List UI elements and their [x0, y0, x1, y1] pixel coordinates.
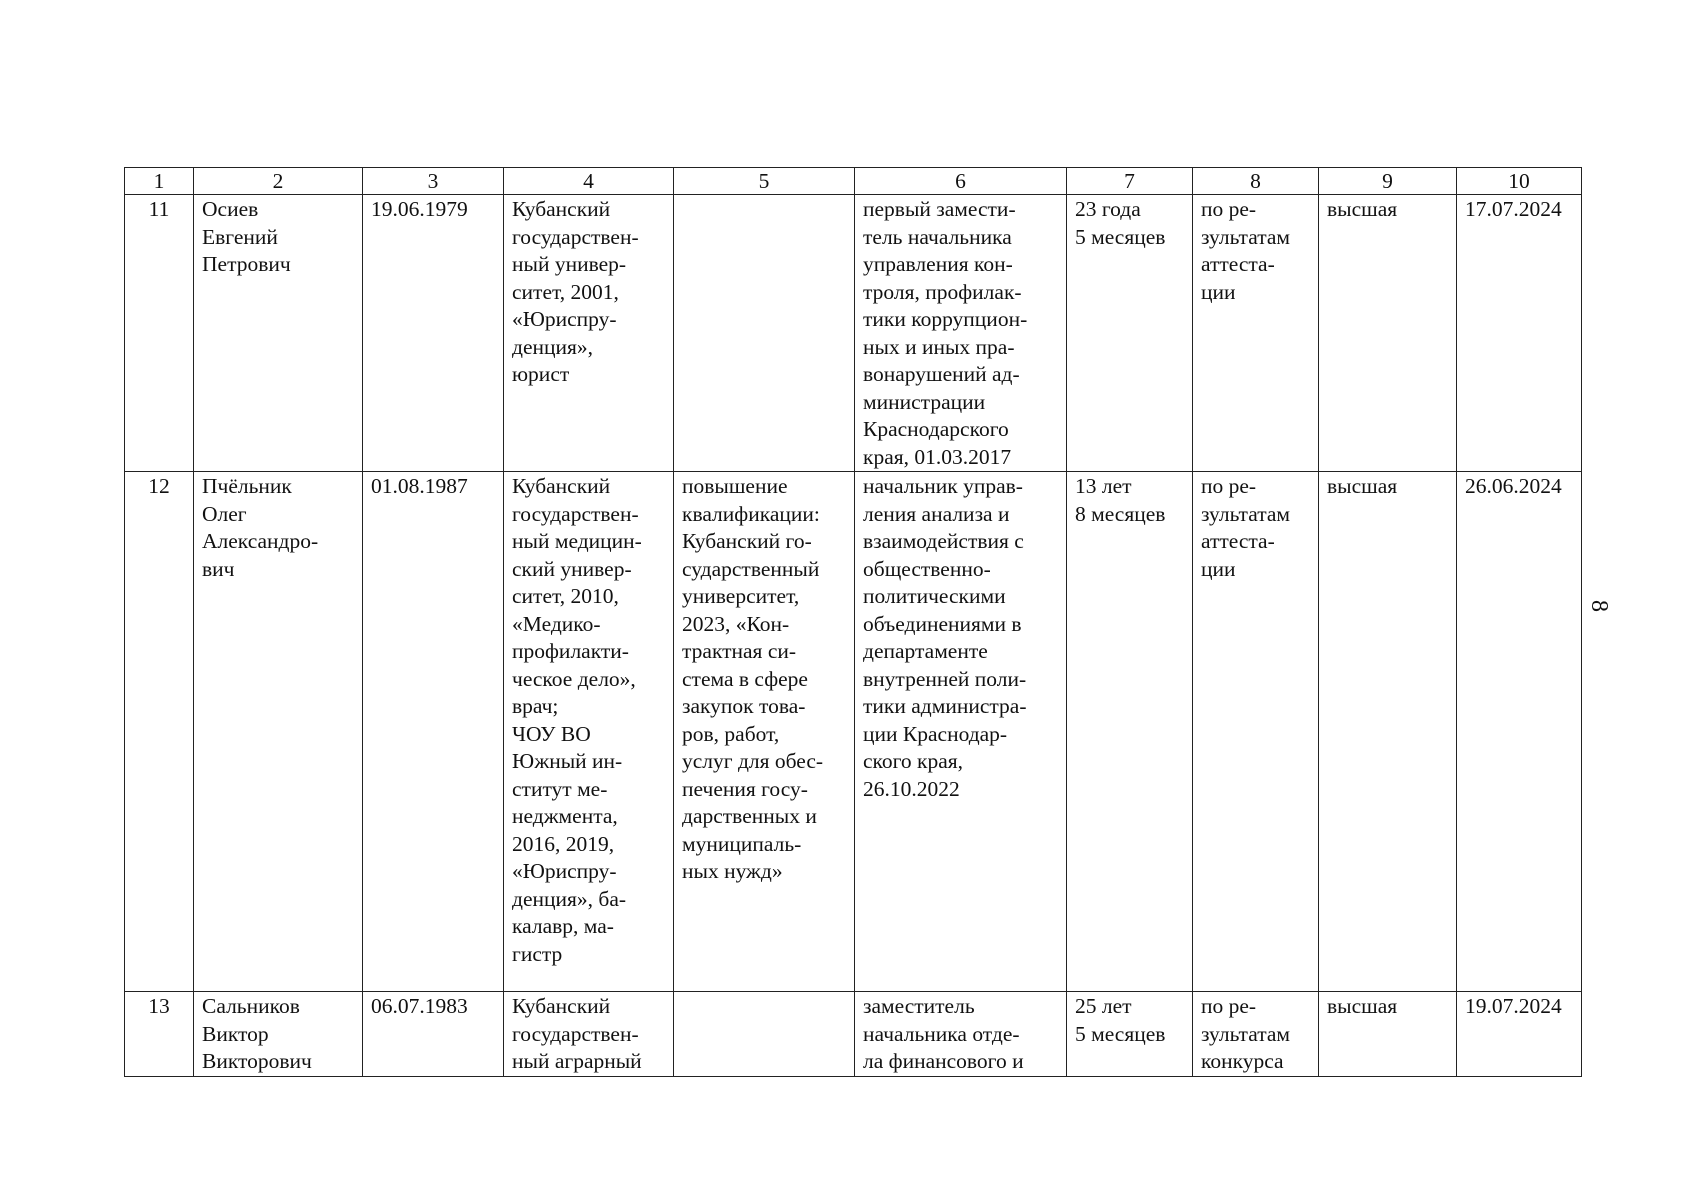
assignment-date-cell: 17.07.2024 [1457, 195, 1582, 472]
table-row [125, 195, 1582, 472]
row-number-cell: 12 [125, 472, 194, 992]
additional-education-cell [674, 195, 855, 472]
basis-cell: по ре- зультатам конкурса [1193, 992, 1319, 1077]
basis-cell: по ре- зультатам аттеста- ции [1193, 195, 1319, 472]
position-cell: заместитель начальника отде- ла финансового и [855, 992, 1067, 1077]
page-number: 8 [1586, 600, 1612, 612]
work-experience-cell: 25 лет 5 месяцев [1067, 992, 1193, 1077]
column-number: 9 [1319, 168, 1457, 195]
column-number: 4 [504, 168, 674, 195]
basis-cell: по ре- зультатам аттеста- ции [1193, 472, 1319, 992]
education-cell: Кубанский государствен- ный аграрный [504, 992, 674, 1077]
person-name-cell: Осиев Евгений Петрович [194, 195, 363, 472]
table-row [125, 472, 1582, 992]
column-number: 10 [1457, 168, 1582, 195]
work-experience-cell: 23 года 5 месяцев [1067, 195, 1193, 472]
column-number: 3 [363, 168, 504, 195]
position-cell: начальник управ- ления анализа и взаимодействия с общественно- политическими объединениями в департаменте внутренней поли- тики администра- ции Краснодар- ского края, 26.10.2022 [855, 472, 1067, 992]
work-experience-cell: 13 лет 8 месяцев [1067, 472, 1193, 992]
row-number-cell: 11 [125, 195, 194, 472]
table-row [125, 992, 1582, 1077]
column-number: 6 [855, 168, 1067, 195]
column-number: 1 [125, 168, 194, 195]
position-cell: первый замести- тель начальника управления кон- троля, профилак- тики коррупцион- ных и иных пра- вонарушений ад- министрации Краснодарского края, 01.03.2017 [855, 195, 1067, 472]
education-cell: Кубанский государствен- ный универ- ситет, 2001, «Юриспру- денция», юрист [504, 195, 674, 472]
column-number: 8 [1193, 168, 1319, 195]
table-header-row [125, 168, 1582, 195]
column-number: 7 [1067, 168, 1193, 195]
person-name-cell: Пчёльник Олег Александро- вич [194, 472, 363, 992]
additional-education-cell: повышение квалификации: Кубанский го- сударственный университет, 2023, «Кон- трактная си- стема в сфере закупок това- ров, работ, услуг для обес- печения госу- дарственных и муниципаль- ных нужд» [674, 472, 855, 992]
column-number: 5 [674, 168, 855, 195]
person-name-cell: Сальников Виктор Викторович [194, 992, 363, 1077]
birth-date-cell: 06.07.1983 [363, 992, 504, 1077]
qualification-category-cell: высшая [1319, 195, 1457, 472]
education-cell: Кубанский государствен- ный медицин- ский универ- ситет, 2010, «Медико- профилакти- ческое дело», врач; ЧОУ ВО Южный ин- ститут ме- неджмента, 2016, 2019, «Юриспру- денция», ба- калавр, ма- гистр [504, 472, 674, 992]
birth-date-cell: 19.06.1979 [363, 195, 504, 472]
additional-education-cell [674, 992, 855, 1077]
personnel-table [124, 167, 1582, 1077]
qualification-category-cell: высшая [1319, 472, 1457, 992]
row-number-cell: 13 [125, 992, 194, 1077]
column-number: 2 [194, 168, 363, 195]
qualification-category-cell: высшая [1319, 992, 1457, 1077]
birth-date-cell: 01.08.1987 [363, 472, 504, 992]
assignment-date-cell: 19.07.2024 [1457, 992, 1582, 1077]
assignment-date-cell: 26.06.2024 [1457, 472, 1582, 992]
